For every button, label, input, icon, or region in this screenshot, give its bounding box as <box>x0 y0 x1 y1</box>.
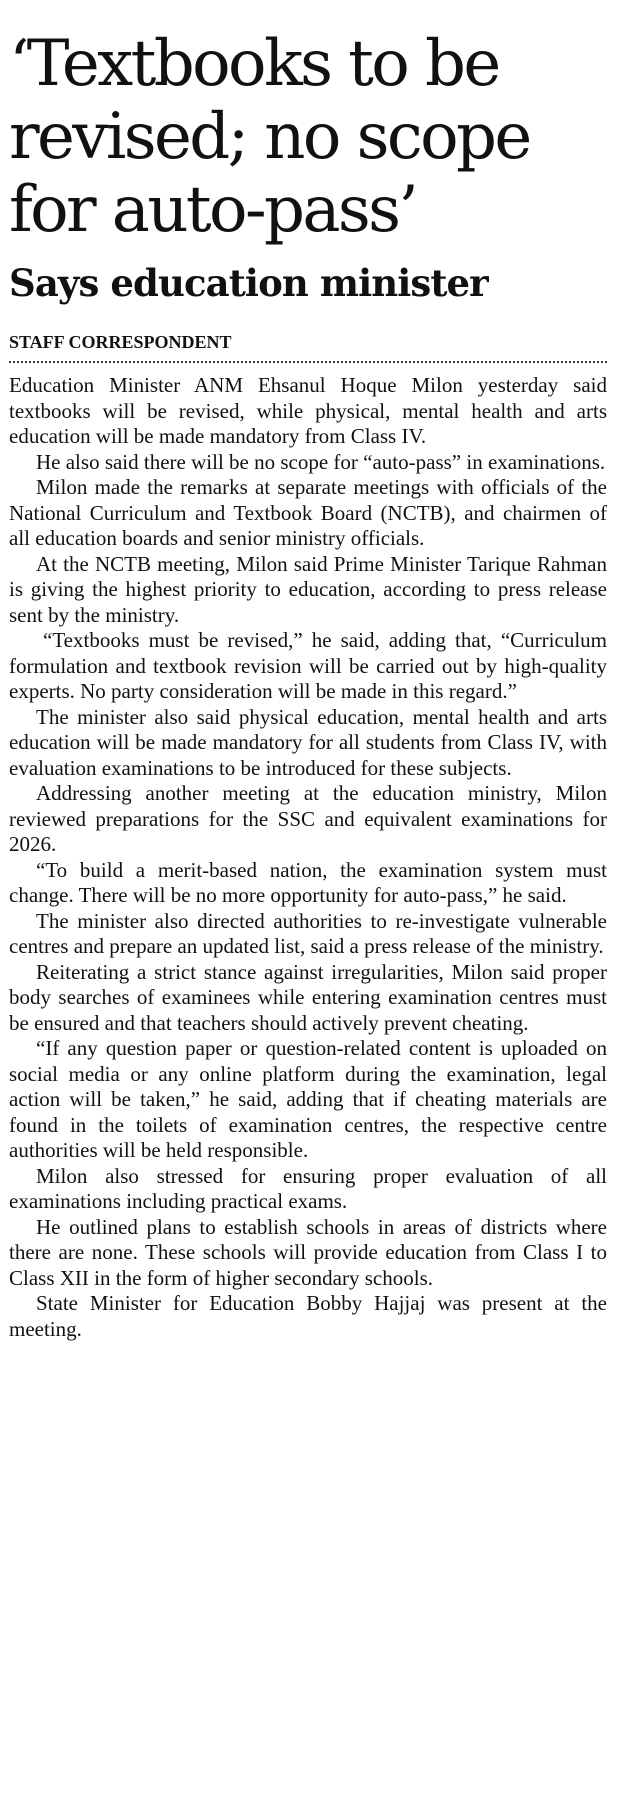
paragraph-4: At the NCTB meeting, Milon said Prime Minister Tarique Rahman is giving the highest priority to education, according to press release sent by the ministry. <box>9 551 607 627</box>
byline: STAFF CORRESPONDENT <box>9 331 607 363</box>
paragraph-8: “To build a merit-based nation, the examination system must change. There will be no more opportunity for auto-pass,” he said. <box>9 857 607 907</box>
paragraph-10: Reiterating a strict stance against irregularities, Milon said proper body searches of examinees while entering examination centres must be ensured and that teachers should actively prevent cheating. <box>9 959 607 1035</box>
paragraph-3: Milon made the remarks at separate meetings with officials of the National Curriculum and Textbook Board (NCTB), and chairmen of all education boards and senior ministry officials. <box>9 475 607 550</box>
paragraph-14: State Minister for Education Bobby Hajjaj was present at the meeting. <box>9 1291 607 1341</box>
paragraph-11: “If any question paper or question-related content is uploaded on social media or any online platform during the examination, legal action will be taken,” he said, adding that if cheating materials are found in the toilets of examination centres, the respective centre authorities will be held responsible. <box>9 1036 607 1162</box>
paragraph-5: “Textbooks must be revised,” he said, adding that, “Curriculum formulation and textbook revision will be carried out by high-quality experts. No party consideration will be made in this regard.” <box>9 628 607 703</box>
paragraph-2: He also said there will be no scope for “auto-pass” in examinations. <box>36 449 606 474</box>
article-body <box>9 373 607 1342</box>
subheadline: Says education minister <box>9 261 488 305</box>
paragraph-6: The minister also said physical education, mental health and arts education will be made mandatory for all students from Class IV, with evaluation examinations to be introduced for these subjects. <box>9 704 607 780</box>
paragraph-9: The minister also directed authorities to re-investigate vulnerable centres and prepare an updated list, said a press release of the ministry. <box>9 908 607 958</box>
paragraph-13: He outlined plans to establish schools in areas of districts where there are none. These schools will provide education from Class I to Class XII in the form of higher secondary schools. <box>9 1214 607 1290</box>
headline: ‘Textbooks to be revised; no scope for auto-pass’ <box>9 27 530 247</box>
paragraph-1: Education Minister ANM Ehsanul Hoque Milon yesterday said textbooks will be revised, while physical, mental health and arts education will be made mandatory from Class IV. <box>9 373 607 448</box>
news-article <box>9 0 607 1342</box>
paragraph-7: Addressing another meeting at the education ministry, Milon reviewed preparations for the SSC and equivalent examinations for 2026. <box>9 781 607 856</box>
paragraph-12: Milon also stressed for ensuring proper evaluation of all examinations including practical exams. <box>9 1163 607 1213</box>
